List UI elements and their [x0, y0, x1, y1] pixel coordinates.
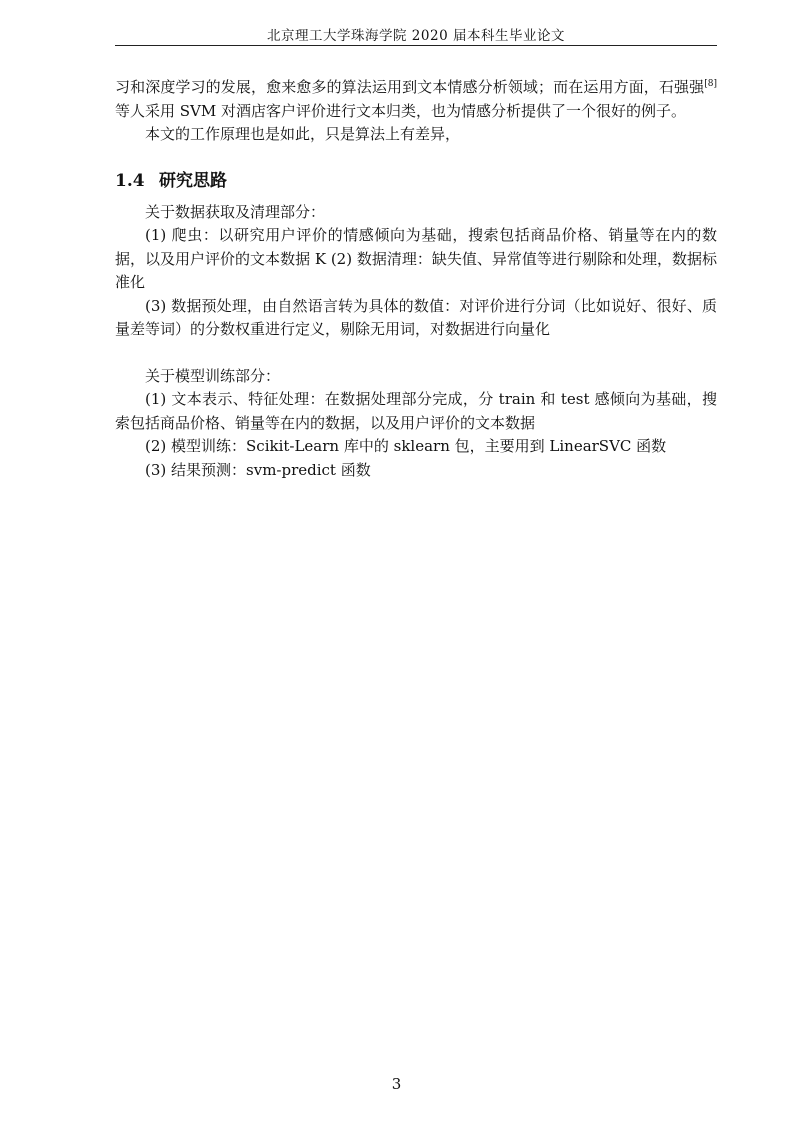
running-header: 北京理工大学珠海学院 2020 届本科生毕业论文	[267, 28, 565, 44]
intro-text-a: 习和深度学习的发展，愈来愈多的算法运用到文本情感分析领域；而在运用方面，石强强	[115, 78, 705, 96]
citation-ref: [8]	[704, 79, 717, 89]
section-title: 研究思路	[159, 170, 227, 191]
data-part-item-3: (3) 数据预处理，由自然语言转为具体的数值：对评价进行分词（比如说好、很好、质量差等词）的分数权重进行定义，剔除无用词，对数据进行向量化	[115, 296, 717, 338]
intro-paragraph-2: 本文的工作原理也是如此，只是算法上有差异，	[145, 125, 461, 143]
paragraph-gap	[115, 342, 717, 365]
data-part-item-1: (1) 爬虫：以研究用户评价的情感倾向为基础，搜索包括商品价格、销量等在内的数据，以及用户评价的文本数据 K (2) 数据清理：缺失值、异常值等进行剔除和处理，数据标准化	[115, 226, 717, 291]
section-heading	[115, 167, 717, 195]
model-part-item-3: (3) 结果预测：svm-predict 函数	[145, 460, 371, 479]
data-part-title: 关于数据获取及清理部分：	[145, 202, 326, 221]
model-part-item-2: (2) 模型训练：Scikit-Learn 库中的 sklearn 包，主要用到 LinearSVC 函数	[145, 437, 667, 455]
page-body	[115, 76, 717, 482]
section-number: 1.4	[115, 170, 145, 191]
model-part-item-1: (1) 文本表示、特征处理：在数据处理部分完成，分 train 和 test 感倾向为基础，搜索包括商品价格、销量等在内的数据，以及用户评价的文本数据	[115, 390, 717, 432]
intro-text-b: 等人采用 SVM 对酒店客户评价进行文本归类，也为情感分析提供了一个很好的例子。	[115, 101, 687, 120]
header-rule	[115, 45, 717, 46]
page-number: 3	[391, 1075, 402, 1093]
intro-paragraph	[115, 76, 717, 123]
model-part-title: 关于模型训练部分：	[145, 366, 281, 385]
